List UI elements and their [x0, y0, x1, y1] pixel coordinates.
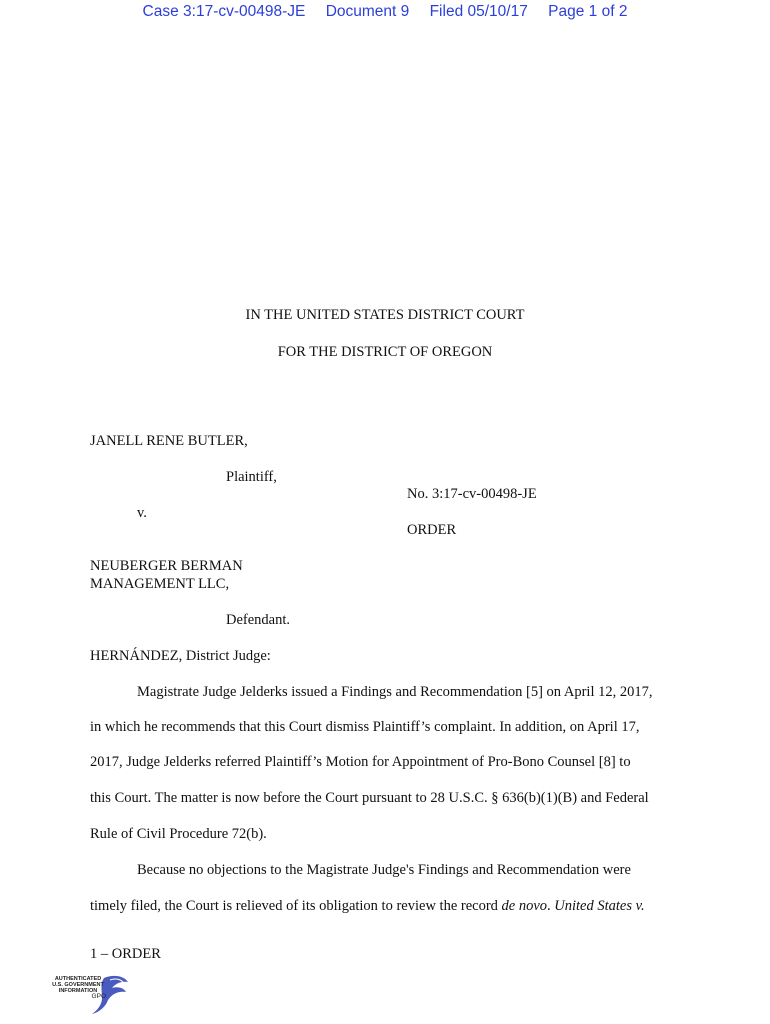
plaintiff-name: JANELL RENE BUTLER,	[90, 433, 248, 449]
body-line: Magistrate Judge Jelderks issued a Findings and Recommendation [5] on April 12, 2017,	[137, 684, 653, 700]
gpo-seal-text	[50, 976, 106, 1000]
body-italic-case-cite: United States v.	[554, 898, 645, 914]
body-line: Because no objections to the Magistrate Judge's Findings and Recommendation were	[137, 862, 631, 878]
defendant-role: Defendant.	[226, 612, 291, 628]
gpo-text-line: GPO	[91, 993, 106, 1000]
header-document-number: Document 9	[325, 3, 410, 20]
header-filed-date: Filed 05/10/17	[429, 3, 528, 20]
body-line	[90, 898, 645, 915]
body-line: this Court. The matter is now before the Court pursuant to 28 U.S.C. § 636(b)(1)(B) and Federal	[90, 790, 649, 806]
body-text: .	[547, 898, 555, 914]
body-italic-de-novo: de novo	[501, 898, 548, 914]
gpo-text-line: INFORMATION	[58, 988, 98, 994]
body-line: 2017, Judge Jelderks referred Plaintiff’s Motion for Appointment of Pro-Bono Counsel [8] to	[90, 754, 631, 770]
plaintiff-role: Plaintiff,	[226, 469, 277, 485]
judge-line: HERNÁNDEZ, District Judge:	[90, 648, 271, 664]
gpo-text-line: U.S. GOVERNMENT	[52, 982, 104, 988]
gpo-authentication-seal	[44, 972, 134, 1018]
ecf-header-stamp	[0, 3, 770, 21]
body-text: timely filed, the Court is relieved of its obligation to review the record	[90, 898, 502, 914]
header-case-number: Case 3:17-cv-00498-JE	[142, 3, 306, 20]
gpo-text-line: AUTHENTICATED	[54, 976, 102, 982]
court-district: FOR THE DISTRICT OF OREGON	[277, 344, 493, 360]
case-number: No. 3:17-cv-00498-JE	[407, 486, 537, 502]
body-line: Rule of Civil Procedure 72(b).	[90, 826, 267, 842]
page-footer-label: 1 – ORDER	[90, 946, 161, 962]
defendant-name-line2: MANAGEMENT LLC,	[90, 576, 230, 592]
body-line: in which he recommends that this Court dismiss Plaintiff’s complaint. In addition, on April 17,	[90, 719, 640, 735]
versus: v.	[137, 505, 147, 521]
defendant-name-line1: NEUBERGER BERMAN	[90, 558, 243, 574]
header-page-count: Page 1 of 2	[548, 3, 628, 20]
court-title: IN THE UNITED STATES DISTRICT COURT	[245, 307, 525, 323]
document-type: ORDER	[407, 522, 457, 538]
